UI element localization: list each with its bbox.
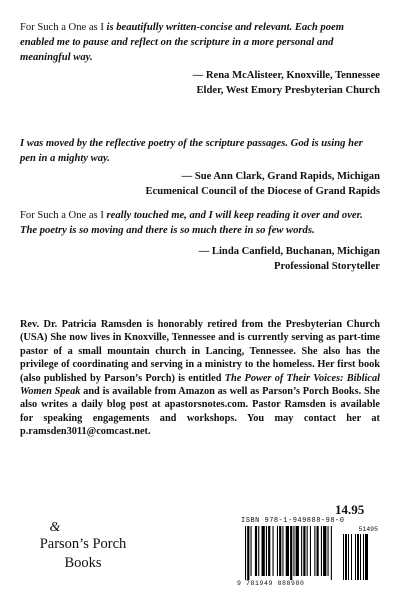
barcode-bar: [303, 526, 305, 576]
barcode-bar: [307, 526, 308, 576]
barcode-bar: [258, 526, 259, 576]
barcode-bar: [301, 526, 302, 576]
ampersand-icon: &: [49, 520, 61, 535]
endorsement-text: For Such a One as I really touched me, and I will keep reading it over and over. The poetry is so moving and there is so much there in so few words.: [20, 210, 363, 236]
barcode-addon: 51495: [358, 526, 378, 533]
barcode-bar: [279, 526, 281, 576]
endorsement-2: [20, 136, 380, 199]
endorsement-attribution: — Linda Canfield, Buchanan, Michigan Professional Storyteller: [198, 246, 380, 272]
barcode-bar: [321, 526, 322, 576]
barcode-bar: [247, 526, 249, 580]
first-book-title: The Power of Their Voices: Biblical Women Speak: [20, 372, 380, 398]
price: 14.95: [335, 502, 365, 517]
barcode-bar: [273, 526, 274, 576]
barcode-bar: [255, 526, 257, 576]
barcode-bar: [296, 526, 299, 576]
barcode-addon-bar: [360, 534, 361, 580]
barcode-bar: [262, 526, 265, 576]
barcode-addon-bar: [365, 534, 368, 580]
barcode-bar: [266, 526, 267, 576]
barcode-addon-bar: [343, 534, 344, 580]
barcode-bar: [323, 526, 326, 576]
barcode-bar: [293, 526, 294, 576]
publisher-name-line1: Parson’s Porch: [39, 536, 127, 552]
barcode-bar: [245, 526, 246, 580]
endorsement-3: [20, 208, 380, 274]
endorsement-attribution: — Rena McAlisteer, Knoxville, Tennessee Elder, West Emory Presbyterian Church: [192, 70, 380, 96]
barcode-bar: [286, 526, 289, 576]
endorsement-attribution: — Sue Ann Clark, Grand Rapids, Michigan Ecumenical Council of the Diocese of Grand Rapids: [145, 171, 380, 197]
barcode-addon-bar: [351, 534, 352, 580]
barcode-bar: [317, 526, 319, 576]
endorsement-text: I was moved by the reflective poetry of the scripture passages. God is using her pen in a mighty way.: [20, 138, 363, 164]
barcode-addon-bar: [357, 534, 359, 580]
barcode-icon: [237, 526, 380, 580]
barcode-bar: [331, 526, 332, 580]
barcode-bar: [251, 526, 252, 576]
barcode-bar: [328, 526, 329, 576]
barcode-bar: [268, 526, 270, 576]
barcode-bar: [290, 526, 292, 580]
isbn-label: ISBN 978-1-949888-98-0: [241, 517, 345, 525]
publisher-name-line2: Books: [64, 555, 102, 571]
isbn-barcode: [237, 517, 380, 591]
barcode-bar: [314, 526, 315, 576]
barcode-digits: 9 781949 888980: [237, 580, 305, 587]
barcode-bar: [310, 526, 311, 576]
endorsement-1: [20, 20, 380, 98]
publisher-logo: [28, 520, 138, 573]
barcode-addon-bar: [363, 534, 364, 580]
endorsement-text: For Such a One as I is beautifully written-concise and relevant. Each poem enabled me to pause and reflect on the scripture in a more personal and meaningful way.: [20, 22, 344, 63]
barcode-addon-bar: [355, 534, 356, 580]
barcode-addon-bar: [345, 534, 347, 580]
barcode-bar: [277, 526, 278, 576]
barcode-bar: [282, 526, 283, 576]
author-bio: Rev. Dr. Patricia Ramsden is honorably retired from the Presbyterian Church (USA) She now lives in Knoxville, Tennessee and is currently serving as part-time pastor of a small mountain church in Lancing, Tennessee. She also has the privilege of coordinating and serving in a ministry to the homeless. Her first book (also published by Parson’s Porch) is entitled The Power of Their Voices: Biblical Women Speak and is available from Amazon as well as Parson’s Porch Books. She also writes a daily blog post at apastorsnotes.com. Pastor Ramsden is available for speaking engagements and workshops. You may contact her at p.ramsden3011@comcast.net.: [20, 319, 380, 438]
barcode-addon-bar: [348, 534, 349, 580]
